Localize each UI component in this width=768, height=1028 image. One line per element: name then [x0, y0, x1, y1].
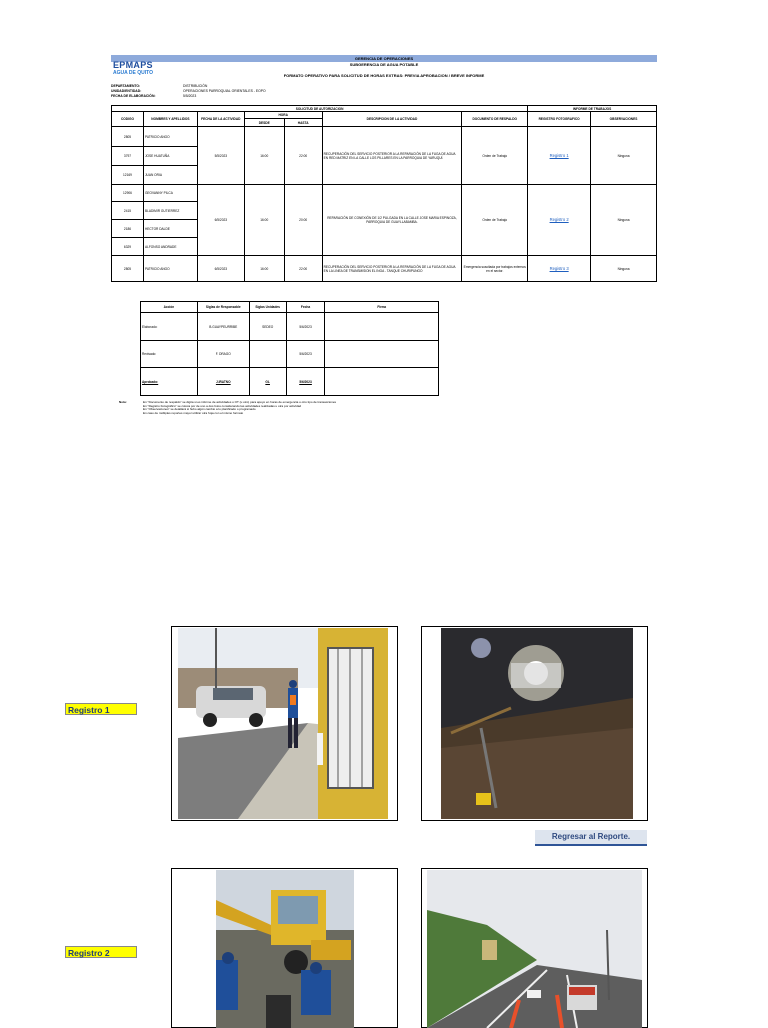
cell-nombre: JOSE HUATUÑA: [143, 147, 197, 166]
col-hasta: HASTA: [284, 119, 322, 127]
sig-firma: [325, 341, 439, 368]
notes-block: [119, 401, 419, 416]
cell-codigo: 2415: [112, 202, 144, 220]
col-descripcion: DESCRIPCION DE LA ACTIVIDAD: [322, 112, 462, 127]
col-documento: DOCUMENTO DE RESPALDO: [462, 112, 528, 127]
photo-frame: [171, 868, 398, 1028]
sig-col-siglas-unidad: Siglas Unidades: [249, 302, 286, 313]
cell-descripcion: REPARACIÓN DE CONEXIÓN DE 1/2 PULGADA EN LA CALLE JOSE MARIA ESPINOZA, PARROQUIA DE GUAYLLABAMBA.: [322, 185, 462, 256]
cell-fecha: 6/5/2023: [197, 185, 244, 256]
sig-unidad: SEDEO: [249, 313, 286, 341]
meta-row: [111, 94, 196, 98]
cell-nombre: PATRICIO ANGO: [143, 127, 197, 147]
sig-firma: [325, 313, 439, 341]
cell-observaciones: Ninguna: [591, 256, 657, 282]
sig-fecha: 5/6/2023: [286, 341, 325, 368]
registro-2-label: Registro 2: [65, 946, 137, 958]
cell-documento: Orden de Trabajo: [462, 185, 528, 256]
sig-fecha: 5/6/2023: [286, 368, 325, 396]
col-codigo: CODIGO: [112, 112, 144, 127]
cell-nombre: BLADIMIR GUTIERREZ: [143, 202, 197, 220]
cell-codigo: 12169: [112, 166, 144, 185]
cell-nombre: JUAN ORIA: [143, 166, 197, 185]
sig-accion: Aprobado:: [141, 368, 198, 396]
meta-label: UNIDAD/ENTIDAD:: [111, 89, 142, 93]
cell-nombre: GEOVANNY PILCA: [143, 185, 197, 202]
cell-documento: Emergencia suscitada por trabajos externos en el sector.: [462, 256, 528, 282]
cell-codigo: 2805: [112, 127, 144, 147]
photo-frame: [421, 626, 648, 821]
cell-documento: Orden de Trabajo: [462, 127, 528, 185]
cell-registro: [528, 256, 591, 282]
cell-registro: [528, 185, 591, 256]
col-nombres: NOMBRES Y APELLIDOS: [143, 112, 197, 127]
cell-fecha: 5/5/2023: [197, 127, 244, 185]
cell-codigo: 2186: [112, 220, 144, 238]
cell-fecha: 6/5/2023: [197, 256, 244, 282]
cell-registro: [528, 127, 591, 185]
col-desde: DESDE: [244, 119, 284, 127]
sig-firma: [325, 368, 439, 396]
cell-hasta: 22:00: [284, 127, 322, 185]
col-fecha: FECHA DE LA ACTIVIDAD: [197, 112, 244, 127]
night-excavation-photo: [441, 628, 633, 819]
photo-frame: [171, 626, 398, 821]
sig-accion: Revisado:: [141, 341, 198, 368]
cell-codigo: 3797: [112, 147, 144, 166]
registro-1-link[interactable]: Registro 1: [549, 152, 569, 158]
backhoe-photo: [216, 870, 354, 1028]
cell-codigo: 12906: [112, 185, 144, 202]
logo-main-text: EPMAPS: [113, 60, 153, 70]
back-to-report-button[interactable]: Regresar al Reporte.: [535, 830, 647, 846]
logo-sub-text: AGUA DE QUITO: [113, 70, 154, 76]
cell-nombre: PATRICIO ANGO: [143, 256, 197, 282]
signature-table: [140, 301, 439, 396]
cell-nombre: ALFONSO ANDRADE: [143, 238, 197, 256]
sig-resp: J.IRATNO: [197, 368, 249, 396]
meta-label: FECHA DE ELABORACIÓN:: [111, 94, 156, 98]
registro-1-label: Registro 1: [65, 703, 137, 715]
cell-observaciones: Ninguna: [591, 185, 657, 256]
col-hora: HORA: [244, 112, 322, 119]
note-line: En "Documento de respaldo" se digita si es informe de actividades u OT (u otro) para apoyo en horas de emergencia u otro tipo de transacciones: [143, 400, 337, 404]
sig-accion: Elaborado:: [141, 313, 198, 341]
epmaps-logo: [113, 61, 169, 80]
cell-desde: 16:00: [244, 127, 284, 185]
note-line: En "Registro Fotográfico" se coloca por de uno a dos fotos considerando las actividades realizadas u otra por actividad: [143, 403, 302, 408]
sig-col-siglas-resp: Siglas de Responsable: [197, 302, 249, 313]
cell-descripcion: RECUPERACIÓN DEL SERVICIO POSTERIOR A LA REPARACIÓN DE LA FUGA DE AGUA EN LA LINEA DE TRANSMISION EL INGA - TANQUE CHURIPUNGO: [322, 256, 462, 282]
road-repair-photo: [427, 870, 642, 1028]
col-observaciones: OBSERVACIONES: [591, 112, 657, 127]
cell-codigo: 6329: [112, 238, 144, 256]
sig-fecha: 5/6/2023: [286, 313, 325, 341]
cell-desde: 16:00: [244, 256, 284, 282]
photo-frame: [421, 868, 648, 1028]
meta-value: DISTRIBUCIÓN: [183, 84, 208, 88]
street-truck-photo: [178, 628, 388, 819]
meta-value: 5/5/2023: [183, 94, 197, 98]
col-registro: REGISTRO FOTOGRAFICO: [528, 112, 591, 127]
header-line-2: SUBGERENCIA DE AGUA POTABLE: [349, 62, 419, 67]
meta-value: OPERACIONES PARROQUIAL ORIENTALES - EOPO: [183, 89, 266, 93]
group-header-solicitud: SOLICITUD DE AUTORIZACION: [112, 106, 528, 112]
cell-descripcion: RECUPERACIÓN DEL SERVICIO POSTERIOR A LA REPARACIÓN DE LA FUGA DE AGUA EN RED MATRIZ EN LA CALLE LOS PILLARES EN LA PARROQUIA DE YARUQUÍ.: [322, 127, 462, 185]
sig-col-accion: Acción: [141, 302, 198, 313]
cell-codigo: 2805: [112, 256, 144, 282]
header-line-1: GERENCIA DE OPERACIONES: [354, 56, 414, 61]
cell-desde: 16:00: [244, 185, 284, 256]
note-line: En caso de múltiples reportes mayor utilizar otra hoja con el mismo formato: [143, 411, 244, 416]
sig-col-fecha: Fecha: [286, 302, 325, 313]
overtime-table: [111, 105, 657, 282]
cell-hasta: 22:00: [284, 256, 322, 282]
header-line-3: FORMATO OPERATIVO PARA SOLICITUD DE HORAS EXTRAS: PREVIA APROBACION / BREVE INFORME: [283, 73, 485, 78]
sig-unidad: GL: [249, 368, 286, 396]
registro-2-link[interactable]: Registro 2: [549, 217, 569, 222]
cell-observaciones: Ninguna: [591, 127, 657, 185]
group-header-informe: INFORME DE TRABAJOS: [528, 106, 657, 112]
meta-row: [111, 89, 266, 93]
cell-nombre: HECTOR DALDE: [143, 220, 197, 238]
cell-hasta: 20:00: [284, 185, 322, 256]
sig-resp: F. DRAGO: [197, 341, 249, 368]
registro-3-link[interactable]: Registro 3: [549, 265, 569, 271]
sig-unidad: [249, 341, 286, 368]
meta-label: DEPARTAMENTO:: [111, 84, 141, 88]
note-line: En "Observaciones" se detallará si hubo algún cambio a lo planificado o programado: [143, 407, 256, 412]
notes-label: Nota:: [119, 400, 127, 404]
sig-col-firma: Firma: [325, 302, 439, 313]
sig-resp: B.GUAYPEURRIBE: [197, 313, 249, 341]
meta-row: [111, 84, 207, 88]
